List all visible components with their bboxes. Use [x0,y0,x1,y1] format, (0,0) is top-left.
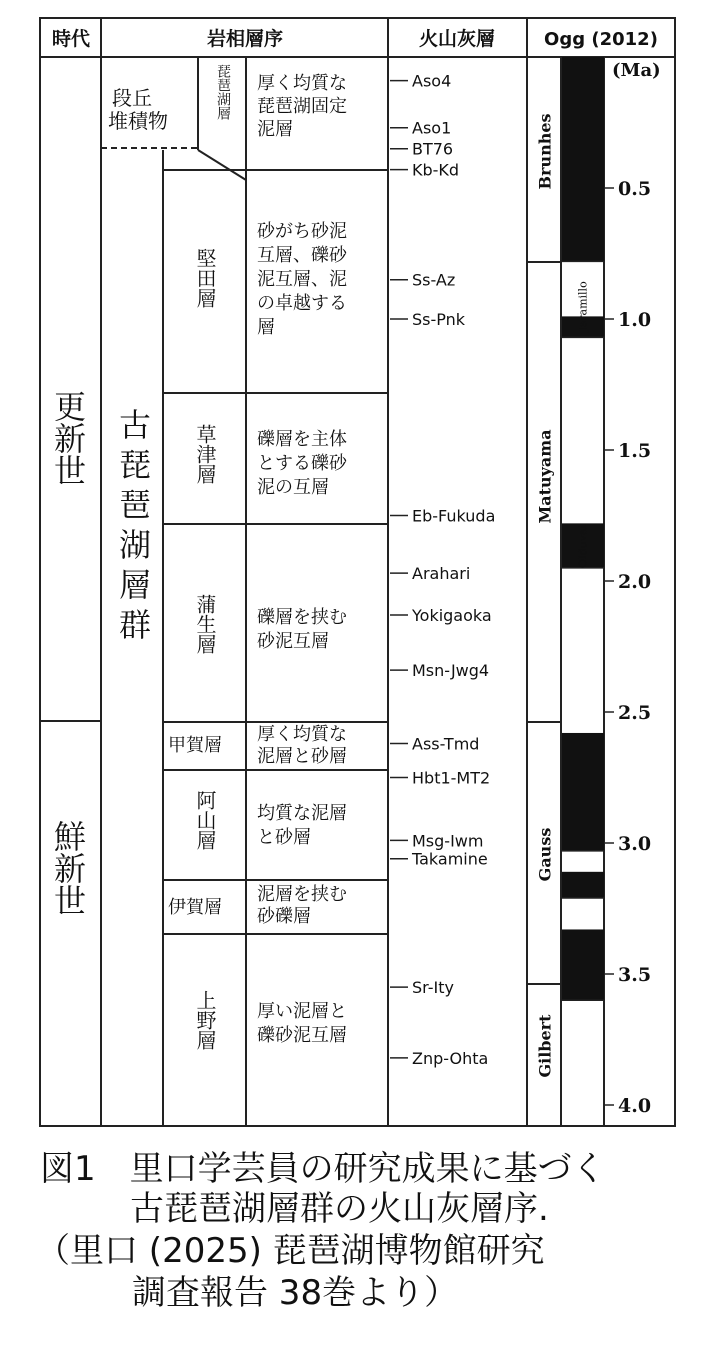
tephra-label: BT76 [412,139,454,159]
group-name: 古琵琶湖層群 [114,408,152,648]
tephra-label: Kb-Kd [412,160,460,180]
chron-gilbert: Gilbert [535,1014,555,1078]
caption-line-3: （里口 (2025) 琵琶湖博物館研究 [36,1231,545,1271]
desc-line: 互層、礫砂 [257,245,347,266]
age-tick-label: 2.5 [618,702,652,724]
desc-line: 泥の互層 [257,477,329,498]
caption-line-1: 図1 里口学芸員の研究成果に基づく [40,1149,606,1189]
desc-line: の卓越する [257,293,347,314]
tephra-label: Sr-Ity [412,978,454,998]
age-tick-label: 3.0 [618,833,652,855]
tephra-label: Ss-Az [412,270,456,290]
desc-line: 礫層を主体 [257,429,347,450]
formation-koka: 甲賀層 [168,735,222,756]
desc-line: 琵琶湖固定 [257,96,347,117]
epoch-pliocene: 鮮新世 [49,820,87,916]
caption-line-4: 調査報告 38巻より） [132,1273,459,1313]
tephra-label: Eb-Fukuda [412,506,496,526]
caption-line-2: 古琵琶湖層群の火山灰層序. [130,1189,549,1229]
desc-line: 泥層 [257,119,293,140]
subchron-jaramillo: Jaramillo [576,281,590,332]
kusatsu-description [257,428,347,500]
age-unit-label: (Ma) [612,60,661,81]
koka-description [257,724,347,768]
chron-brunhes: Brunhes [535,113,555,190]
subchron-olduvai: Olduvai [576,525,590,568]
tephra-label: Znp-Ohta [412,1048,489,1068]
katata-description [257,220,347,340]
terrace-label-line1: 段丘 [112,86,152,110]
desc-line: 均質な泥層 [257,803,347,824]
desc-line: 泥互層、泥 [257,269,347,290]
tephra-label: Msg-Iwm [412,831,484,851]
desc-line: 泥層と砂層 [257,746,347,767]
terrace-label-line2: 堆積物 [108,109,168,133]
desc-line: 泥層を挟む [257,884,347,905]
desc-line: 砂がち砂泥 [257,221,347,242]
tephra-label: Ass-Tmd [412,734,480,754]
age-tick-label: 4.0 [618,1095,652,1117]
gamo-description [257,606,347,654]
header-ogg: Ogg (2012) [544,29,658,50]
desc-line: 砂泥互層 [257,631,329,652]
desc-line: 礫層を挟む [257,607,347,628]
age-tick-label: 1.0 [618,309,652,331]
iga-description [257,884,347,928]
tephra-label: Msn-Jwg4 [412,661,490,681]
biwako-formation-label: 琵琶湖層 [215,64,231,120]
desc-line: 砂礫層 [257,906,311,927]
formation-gamo: 蒲生層 [193,594,217,654]
ayama-description [257,802,347,850]
tephra-label: Hbt1-MT2 [412,768,491,788]
formation-ueno: 上野層 [193,990,217,1050]
formation-iga: 伊賀層 [168,897,222,918]
tephra-label: Aso4 [412,71,452,91]
formation-kusatsu: 草津層 [193,424,217,484]
header-tephra: 火山灰層 [418,28,496,50]
biwako-description [257,72,347,141]
formation-ayama: 阿山層 [193,790,217,850]
desc-line: と砂層 [257,827,311,848]
chron-matuyama: Matuyama [535,429,555,524]
age-tick-label: 2.0 [618,571,652,593]
age-tick-label: 1.5 [618,440,652,462]
formation-katata: 堅田層 [193,248,217,308]
age-tick-label: 3.5 [618,964,652,986]
tephra-label: Arahari [412,564,471,584]
desc-line: 厚い泥層と [257,1001,347,1022]
desc-line: 厚く均質な [257,73,347,94]
tephra-label: Yokigaoka [412,606,492,626]
tephra-label: Ss-Pnk [412,310,466,329]
ueno-description [257,1000,347,1048]
tephra-label: Takamine [412,849,488,869]
chron-gauss: Gauss [535,827,555,882]
header-lithostratigraphy: 岩相層序 [206,28,284,50]
tephra-label: Aso1 [412,118,452,138]
desc-line: 層 [257,317,275,338]
desc-line: とする礫砂 [257,453,347,474]
desc-line: 礫砂泥互層 [257,1025,347,1046]
desc-line: 厚く均質な [257,724,347,745]
epoch-pleistocene: 更新世 [49,390,87,486]
age-tick-label: 0.5 [618,178,652,200]
header-era: 時代 [51,28,91,50]
